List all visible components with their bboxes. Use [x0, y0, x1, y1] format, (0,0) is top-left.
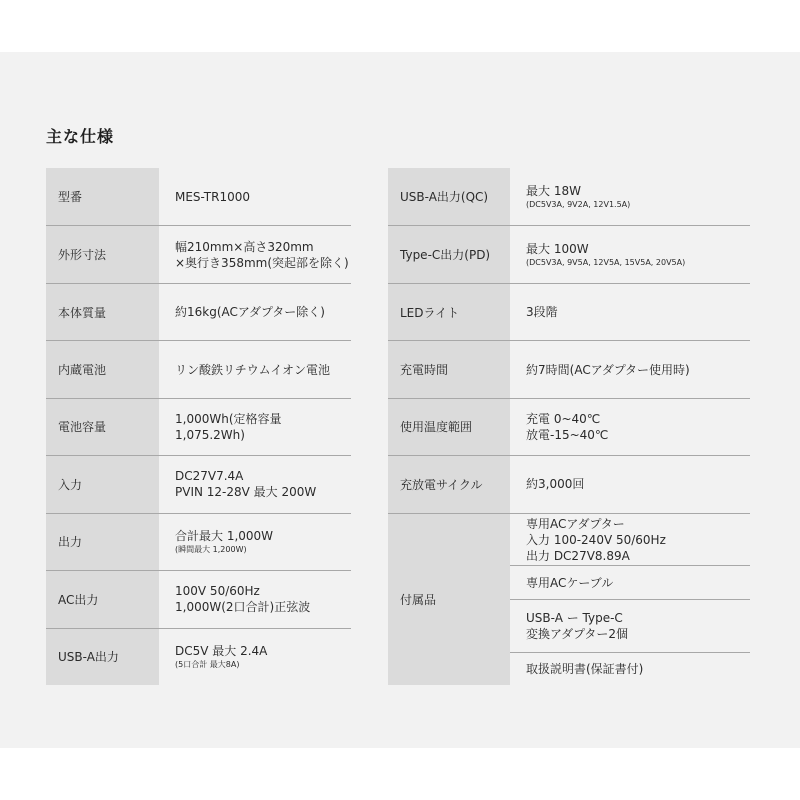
section-title: 主な仕様: [46, 127, 115, 146]
spec-value: 幅210mm×高さ320mm ×奥行き358mm(突起部を除く): [175, 239, 349, 270]
spec-key: 付属品: [388, 514, 510, 685]
spec-row-accessories: [388, 513, 750, 685]
spec-key: 入力: [46, 456, 159, 512]
spec-row: [46, 398, 351, 455]
spec-value: 約3,000回: [526, 477, 585, 492]
spec-value: 最大 100W (DC5V3A, 9V5A, 12V5A, 15V5A, 20V5A): [526, 241, 686, 267]
spec-row: [46, 340, 351, 397]
spec-key: 電池容量: [46, 399, 159, 455]
spec-row: [388, 398, 750, 455]
spec-value: リン酸鉄リチウムイオン電池: [175, 362, 331, 377]
spec-value: 充電 0~40℃ 放電-15~40℃: [526, 411, 609, 442]
spec-row: [46, 455, 351, 512]
spec-key: 型番: [46, 168, 159, 225]
spec-key: USB-A出力: [46, 629, 159, 685]
accessory-list: [510, 514, 750, 685]
spec-row: [388, 340, 750, 397]
spec-row: [46, 513, 351, 570]
spec-key: USB-A出力(QC): [388, 168, 510, 225]
spec-value: DC27V7.4A PVIN 12-28V 最大 200W: [175, 469, 317, 500]
spec-value: MES-TR1000: [175, 189, 250, 204]
accessory-item: USB-A ー Type-C 変換アダプター2個: [510, 599, 750, 652]
spec-value: 約16kg(ACアダプター除く): [175, 305, 325, 320]
spec-key: 本体質量: [46, 284, 159, 340]
spec-row: [388, 225, 750, 282]
spec-key: 充放電サイクル: [388, 456, 510, 512]
spec-value: 1,000Wh(定格容量 1,075.2Wh): [175, 411, 282, 442]
spec-value: DC5V 最大 2.4A (5口合計 最大8A): [175, 643, 268, 669]
spec-key: 内蔵電池: [46, 341, 159, 397]
spec-row: [388, 168, 750, 225]
accessory-item: 取扱説明書(保証書付): [510, 652, 750, 685]
spec-key: 使用温度範囲: [388, 399, 510, 455]
spec-key: LEDライト: [388, 284, 510, 340]
spec-row: [46, 570, 351, 627]
spec-value: 合計最大 1,000W (瞬間最大 1,200W): [175, 528, 274, 554]
accessory-item: 専用ACアダプター 入力 100-240V 50/60Hz 出力 DC27V8.89A: [526, 516, 666, 563]
spec-key: 充電時間: [388, 341, 510, 397]
spec-key: Type-C出力(PD): [388, 226, 510, 282]
spec-row: [46, 283, 351, 340]
spec-row: [46, 225, 351, 282]
accessory-item: 専用ACケーブル: [510, 565, 750, 598]
spec-key: 外形寸法: [46, 226, 159, 282]
spec-row: [388, 283, 750, 340]
spec-key: AC出力: [46, 571, 159, 627]
spec-value: 3段階: [526, 305, 558, 320]
spec-value: 約7時間(ACアダプター使用時): [526, 362, 690, 377]
spec-row: [46, 628, 351, 685]
spec-row: [46, 168, 351, 225]
spec-table-left: [46, 168, 351, 685]
spec-value: 最大 18W (DC5V3A, 9V2A, 12V1.5A): [526, 183, 631, 209]
spec-key: 出力: [46, 514, 159, 570]
spec-table-right: [388, 168, 750, 685]
spec-value: 100V 50/60Hz 1,000W(2口合計)正弦波: [175, 584, 311, 615]
spec-row: [388, 455, 750, 512]
